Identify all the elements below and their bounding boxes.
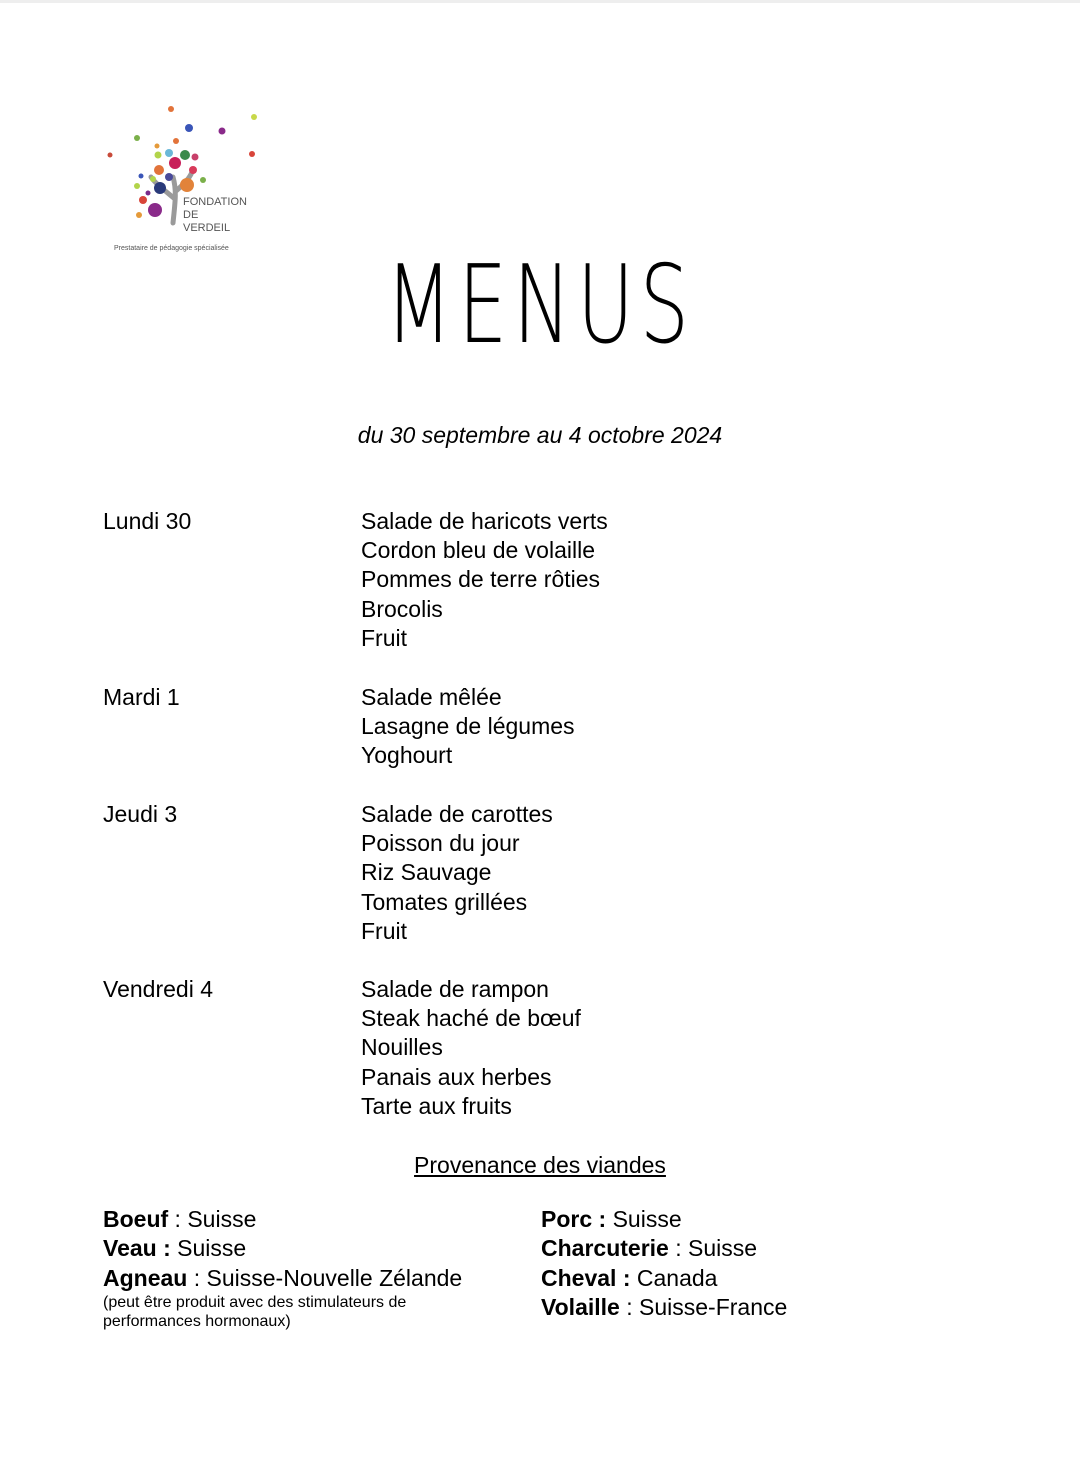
dish-list [361,683,575,771]
dish-item: Salade mêlée [361,684,502,710]
meat-separator: : [187,1264,207,1291]
dish-item: Tarte aux fruits [361,1092,512,1119]
dish-list [361,975,581,1121]
meat-origin-cheval [541,1264,981,1293]
meat-origin: Suisse-Nouvelle Zélande [206,1264,463,1291]
meat-label: Boeuf [103,1206,169,1232]
logo-name-line-2: DE [183,209,199,221]
dish-item: Panais aux herbes [361,1063,552,1090]
meat-origin-porc [541,1205,981,1234]
dish-item: Salade de rampon [361,976,549,1002]
logo-name-line-3: VERDEIL [183,222,231,234]
provenance-heading [0,1151,1080,1179]
meat-origin-left-column [103,1205,543,1331]
meat-origin: Suisse [187,1206,257,1232]
logo-name [183,196,247,235]
meat-origin-boeuf [103,1205,543,1234]
dish-item: Riz Sauvage [361,859,492,886]
dish-item: Cordon bleu de volaille [361,537,595,564]
meat-origin: Suisse [177,1235,247,1262]
day-name: Vendredi 4 [103,976,213,1002]
dish-item: Tomates grillées [361,888,528,915]
dish-item: Fruit [361,624,407,651]
meat-label: Porc : [541,1206,607,1232]
dish-item: Fruit [361,917,407,944]
meat-label: Agneau [103,1264,188,1291]
dish-list [361,800,553,946]
meat-origin-right-column [541,1205,981,1322]
meat-origin-veau [103,1234,543,1263]
day-name: Jeudi 3 [103,801,178,827]
meat-separator: : [668,1235,688,1262]
page-title: MENUS [385,243,695,368]
date-range: du 30 septembre au 4 octobre 2024 [357,422,723,448]
dish-item: Poisson du jour [361,830,520,857]
dish-item: Steak haché de bœuf [361,1005,581,1032]
meat-origin: Suisse-France [639,1293,788,1320]
dish-list [361,507,608,653]
meat-origin-agneau [103,1264,543,1293]
logo-tagline: Prestataire de pédagogie spécialisée [114,245,229,252]
day-name: Mardi 1 [103,684,180,710]
hormone-note: (peut être produit avec des stimulateurs de performances hormonaux) [103,1293,407,1330]
meat-separator: : [619,1293,639,1320]
meat-origin-charcuterie [541,1234,981,1263]
dish-item: Salade de carottes [361,801,553,827]
meat-origin: Suisse [688,1235,758,1262]
meat-origin: Canada [636,1264,718,1291]
provenance-heading-text: Provenance des viandes [414,1152,666,1178]
meat-separator: : [168,1206,188,1232]
top-rule [0,0,1080,3]
meat-label: Veau : [103,1235,171,1262]
dish-item: Pommes de terre rôties [361,566,601,593]
dish-item: Lasagne de légumes [361,713,575,740]
dish-item: Brocolis [361,595,443,622]
dish-item: Salade de haricots verts [361,508,608,534]
meat-label: Volaille [541,1293,620,1320]
logo-name-line-1: FONDATION [183,196,247,208]
day-name: Lundi 30 [103,508,192,534]
dish-item: Nouilles [361,1034,443,1061]
fondation-logo [103,103,261,259]
meat-origin: Suisse [612,1206,682,1232]
meat-origin-volaille [541,1293,981,1322]
meat-label: Charcuterie [541,1235,669,1262]
dish-item: Yoghourt [361,742,453,769]
meat-label: Cheval : [541,1264,631,1291]
